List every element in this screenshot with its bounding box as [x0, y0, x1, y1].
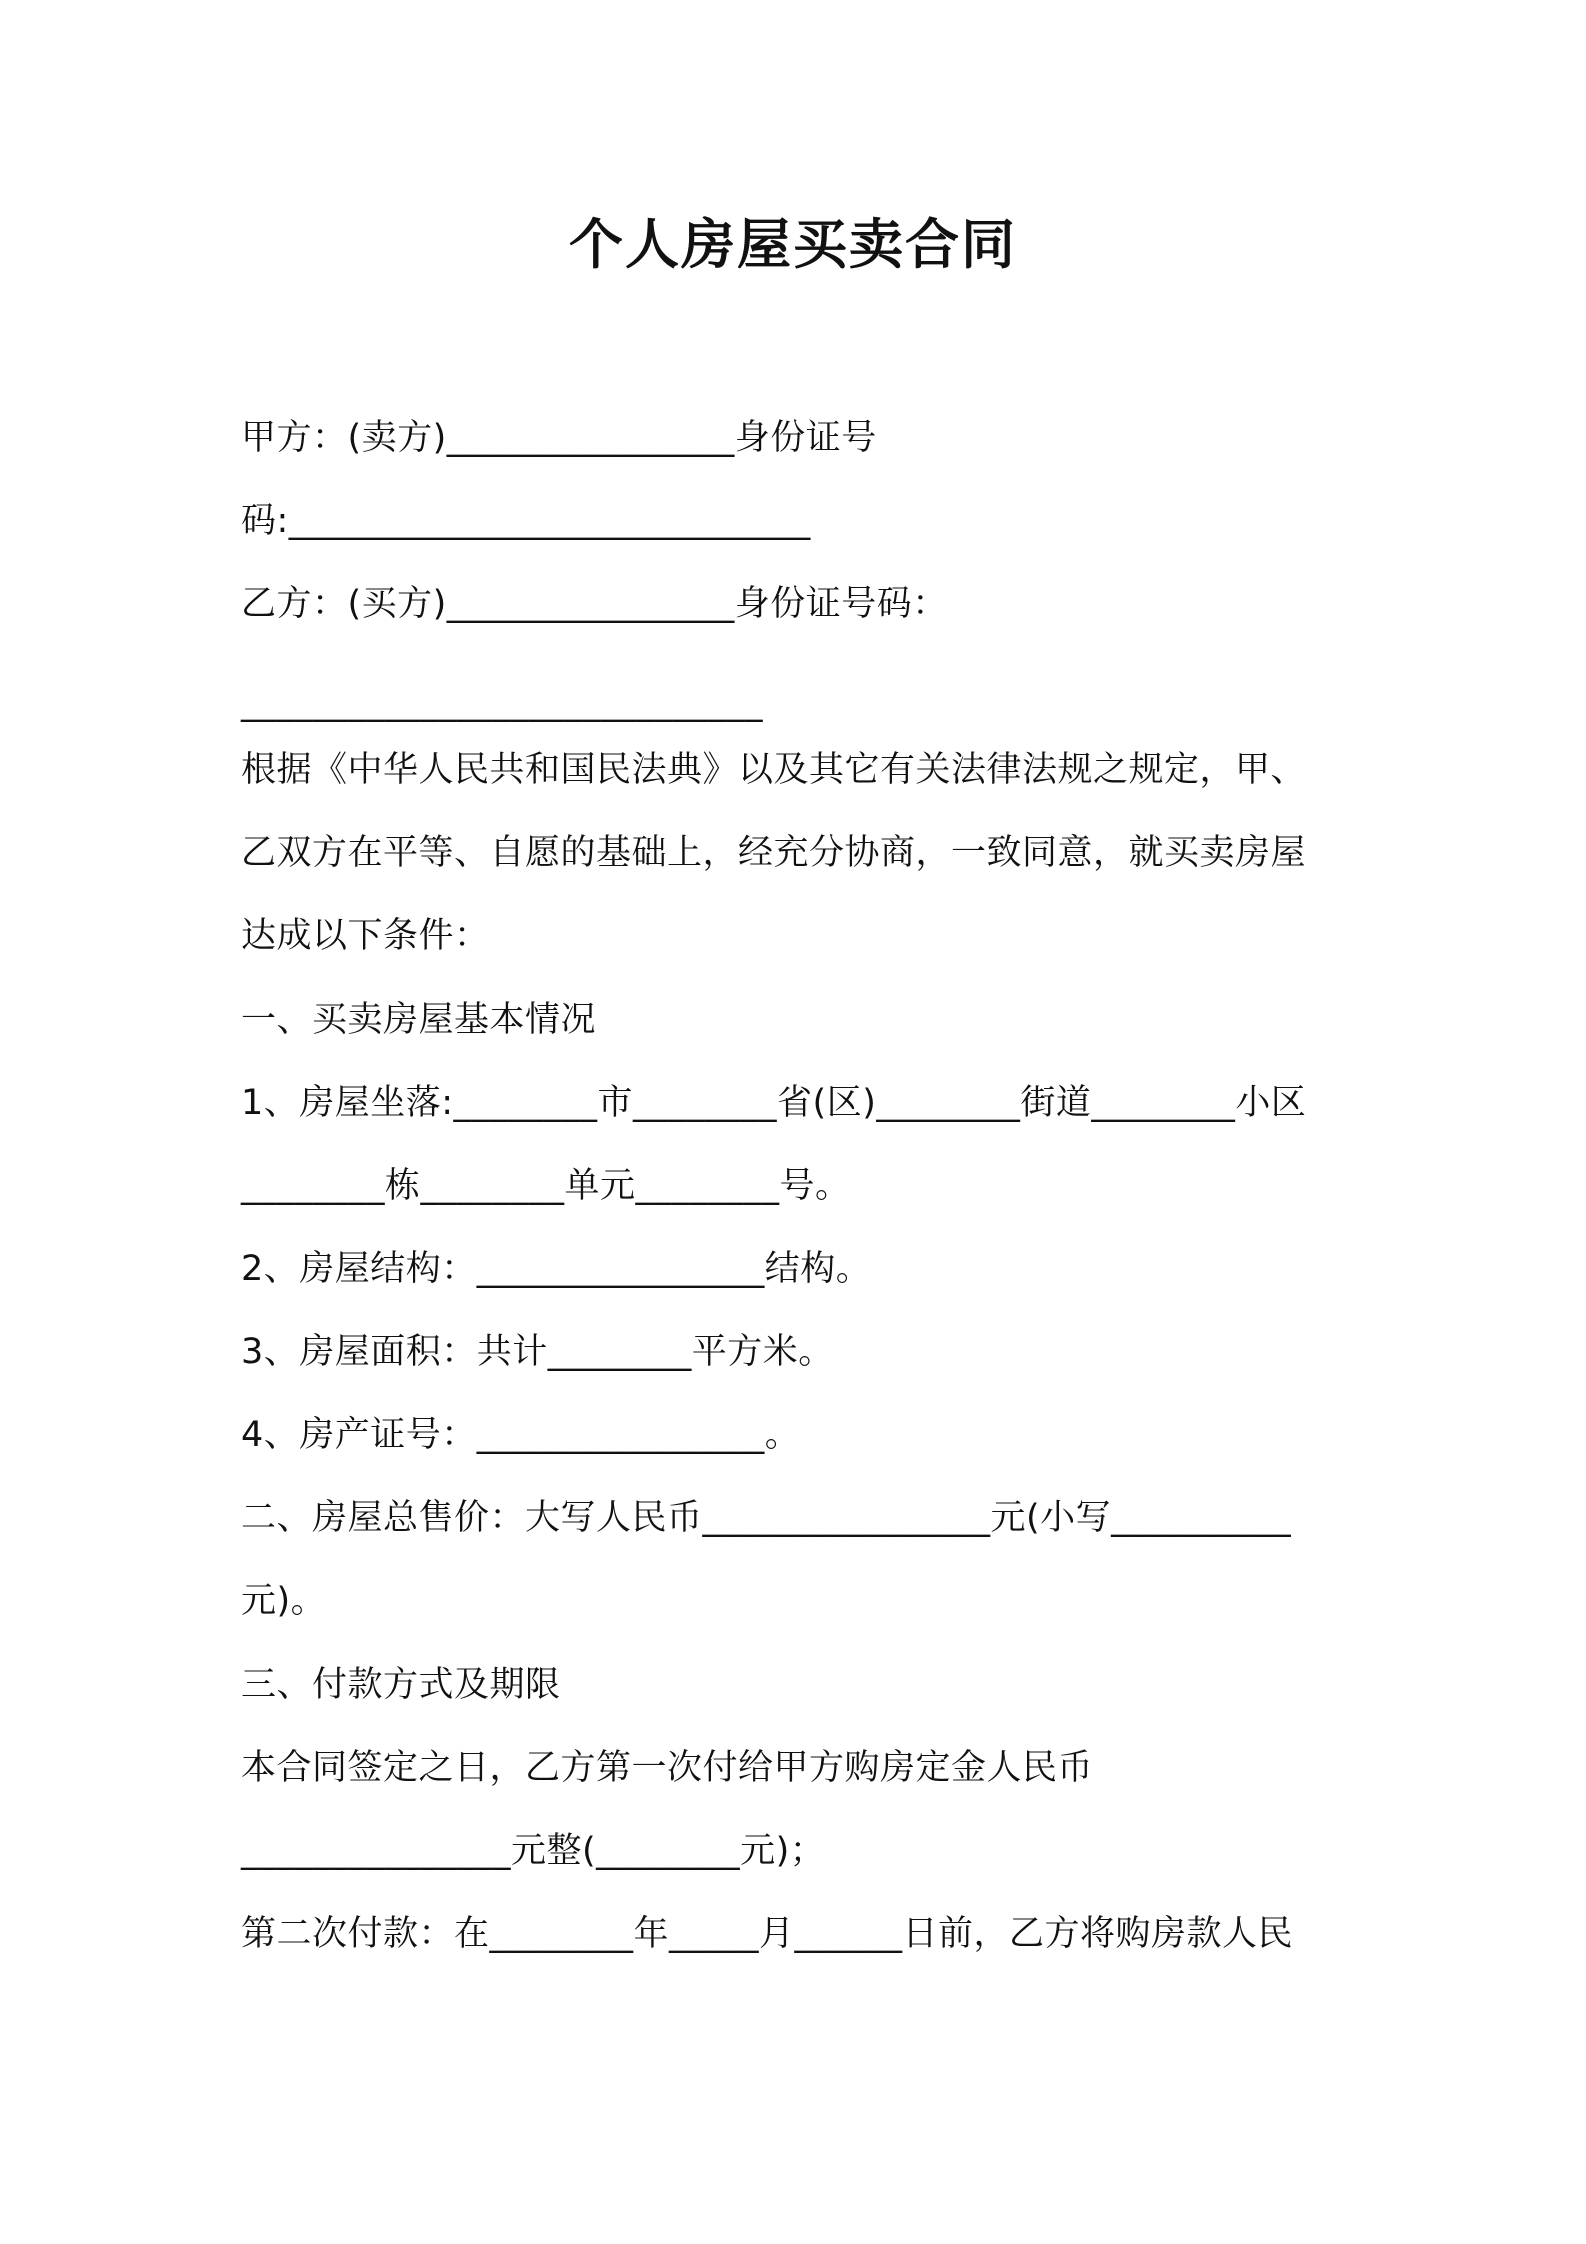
section-3-heading: 三、付款方式及期限	[241, 1665, 561, 1705]
section-2-line-2: 元)。	[241, 1581, 327, 1621]
party-a-id-line: 码:_____________________________	[241, 501, 811, 541]
payment-line-3: 第二次付款：在________年_____月______日前，乙方将购房款人民	[241, 1914, 1294, 1954]
payment-line-1: 本合同签定之日，乙方第一次付给甲方购房定金人民币	[241, 1748, 1094, 1788]
clause-1-1-line-2: ________栋________单元________号。	[241, 1166, 851, 1206]
preamble-line-1: 根据《中华人民共和国民法典》以及其它有关法律法规之规定，甲、	[241, 750, 1307, 790]
party-b-line: 乙方：(买方)________________身份证号码：	[241, 584, 948, 624]
section-2-line-1: 二、房屋总售价：大写人民币________________元(小写__________	[241, 1498, 1292, 1538]
clause-1-2: 2、房屋结构：________________结构。	[241, 1249, 872, 1289]
party-b-id-line: _____________________________	[241, 683, 763, 723]
preamble-line-2: 乙双方在平等、自愿的基础上，经充分协商，一致同意，就买卖房屋	[241, 833, 1307, 873]
clause-1-3: 3、房屋面积：共计________平方米。	[241, 1332, 834, 1372]
preamble-line-3: 达成以下条件：	[241, 916, 490, 956]
clause-1-1-line-1: 1、房屋坐落:________市________省(区)________街道________小区	[241, 1083, 1307, 1123]
clause-1-4: 4、房产证号：________________。	[241, 1415, 801, 1455]
section-1-heading: 一、买卖房屋基本情况	[241, 1000, 597, 1040]
payment-line-2: _______________元整(________元)；	[241, 1831, 826, 1871]
document-title: 个人房屋买卖合同	[569, 213, 1017, 276]
party-a-line: 甲方：(卖方)________________身份证号	[241, 418, 877, 458]
